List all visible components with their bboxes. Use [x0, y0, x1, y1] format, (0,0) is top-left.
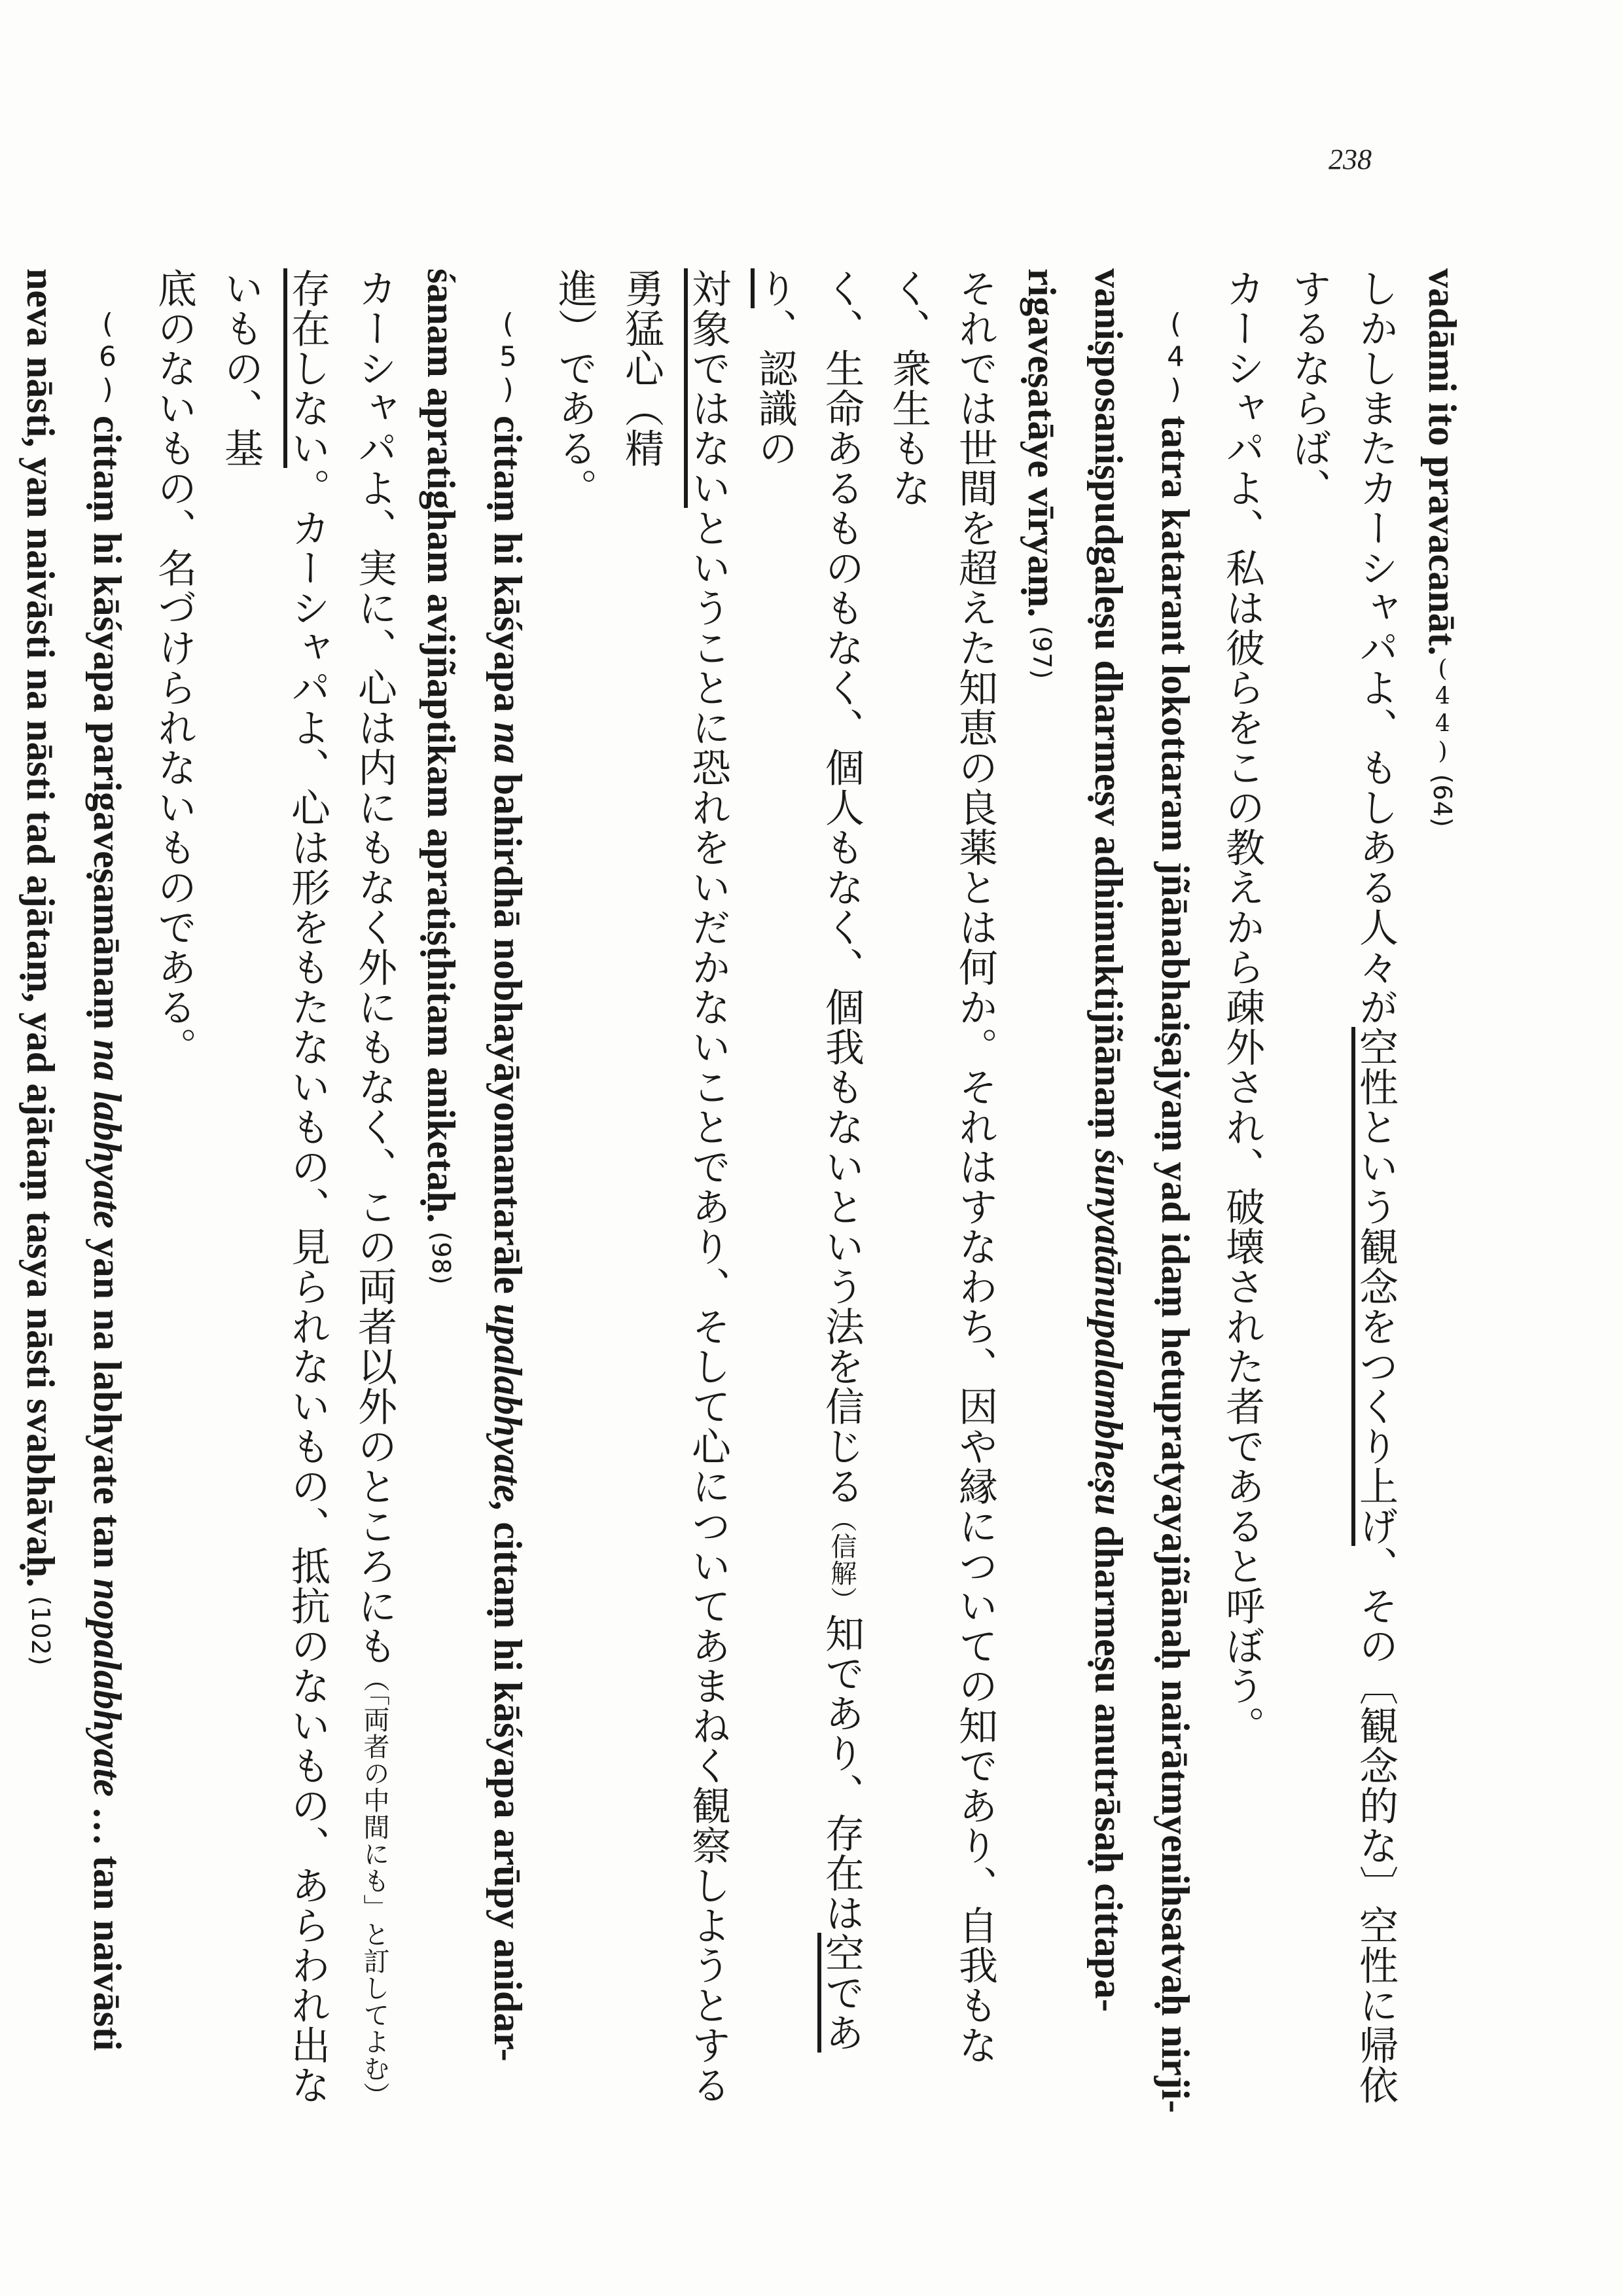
sanskrit-line [408, 268, 474, 2114]
text-segment: (5) [492, 308, 524, 406]
text-segment: rigaveṣatāye vīryaṃ. [1020, 268, 1063, 618]
vertical-text-body [19, 268, 1476, 2114]
text-segment: (4) [1160, 308, 1192, 406]
sanskrit-line [1008, 268, 1075, 2114]
text-segment: vadāmi ito pravacanāt. [1421, 268, 1464, 656]
text-segment: na [486, 722, 529, 764]
text-segment: cittaṃ hi kāśyapa [486, 406, 529, 723]
text-segment: vaniṣposaniṣpudgaleṣu dharmeṣv adhimuktijñānaṃ [1087, 268, 1130, 1149]
text-segment: … tan naivāsti [86, 1797, 129, 2051]
text-segment: nopalabhyate [86, 1578, 129, 1797]
japanese-line [1209, 268, 1275, 2114]
text-segment: (64) [1428, 765, 1457, 828]
japanese-line [341, 268, 408, 2114]
japanese-line [0, 268, 7, 2114]
text-segment: cittaṃ hi kāśyapa parigaveṣamānaṃ [86, 406, 129, 1040]
text-segment: (102) [26, 1587, 55, 1666]
sanskrit-line [474, 268, 541, 2114]
text-segment: yan na labhyate tan [86, 1228, 129, 1579]
text-segment: cittaṃ hi kāśyapa arūpy anidar- [486, 1512, 529, 2062]
japanese-line [1275, 268, 1409, 2114]
sanskrit-line [7, 268, 74, 2114]
japanese-line [741, 268, 875, 2114]
text-segment: カーシャパよ、実に、心は内にもなく外にもなく、この両者以外のところにも [351, 268, 397, 1666]
text-segment: neva nāsti, yan naivāsti na nāsti tad ajātaṃ, yad ajātaṃ tasya nāsti svabhāvaḥ. [19, 268, 62, 1588]
text-segment: カーシャパよ、私は彼らをこの教えから疎外され、破壊された者であると呼ぼう。 [1219, 268, 1265, 1746]
text-segment: （信解） [827, 1506, 857, 1613]
text-segment: 知であり、存在は [819, 1613, 865, 1933]
japanese-line [141, 268, 207, 2114]
text-segment: bahirdhā nobhayāyomantarāle [486, 763, 529, 1304]
text-segment: śanam apratigham avijñaptikam apratiṣṭhitam aniketaḥ. [419, 268, 463, 1223]
text-segment: (97) [1027, 617, 1056, 680]
text-segment: dharmeṣu anutrāsaḥ cittapa- [1087, 1515, 1130, 2013]
sanskrit-line [1075, 268, 1142, 2114]
page-number: 238 [1329, 143, 1372, 175]
japanese-line [541, 268, 608, 2114]
japanese-line [608, 268, 741, 2114]
text-segment: ということに恐れをいだかないことであり、そして心についてあまねく観察しようとする勇猛心（精 [618, 268, 731, 2105]
japanese-line [207, 268, 341, 2114]
text-segment: 存在しない [285, 268, 330, 468]
text-segment: 空であり [752, 268, 865, 2053]
sanskrit-line [74, 268, 141, 2114]
text-segment: 底のないもの、名づけられないものである。 [151, 268, 197, 1067]
sanskrit-line [1142, 268, 1209, 2114]
text-segment: (98) [427, 1223, 455, 1285]
text-segment: く、生命あるものもなく、個人もなく、個我もないという法を信じる [819, 268, 865, 1506]
text-segment: それでは世間を超えた知恵の良薬とは何か。それはすなわち、因や縁についての知であり、自我もなく、衆生もな [885, 268, 998, 2065]
text-segment: 対象ではない [685, 268, 731, 508]
japanese-line [875, 268, 1008, 2114]
text-segment: （「両者の中間にも」と訂してよむ） [359, 1666, 389, 2109]
text-segment: upalabhyate, [486, 1303, 529, 1513]
text-segment: (44) [1429, 655, 1456, 766]
text-segment: 進）である。 [552, 268, 597, 508]
text-segment: 、認識の [752, 308, 798, 468]
text-segment: tatra katarant lokottaram jñānabhaiṣajyaṃ yad idaṃ hetupratyayajñānaḥ nairātmyenihsatvaḥ nirji- [1154, 406, 1197, 2113]
text-segment: 。カーシャパよ、心は形をもたないもの、見られないもの、抵抗のないもの、あらわれ出ないもの、基 [218, 268, 330, 2105]
text-segment: 、その〔観念的な〕空性に帰依するならば、 [1286, 268, 1399, 2105]
sanskrit-line [1409, 268, 1476, 2114]
text-segment: (6) [92, 308, 124, 406]
text-segment: 空性という観念をつくり上げ [1353, 1027, 1399, 1546]
text-segment: しかしまたカーシャパよ、もしある人々が [1353, 268, 1399, 1027]
text-segment: śunyatānupalambheṣu [1087, 1149, 1130, 1516]
text-segment: na labhyate [86, 1039, 129, 1229]
